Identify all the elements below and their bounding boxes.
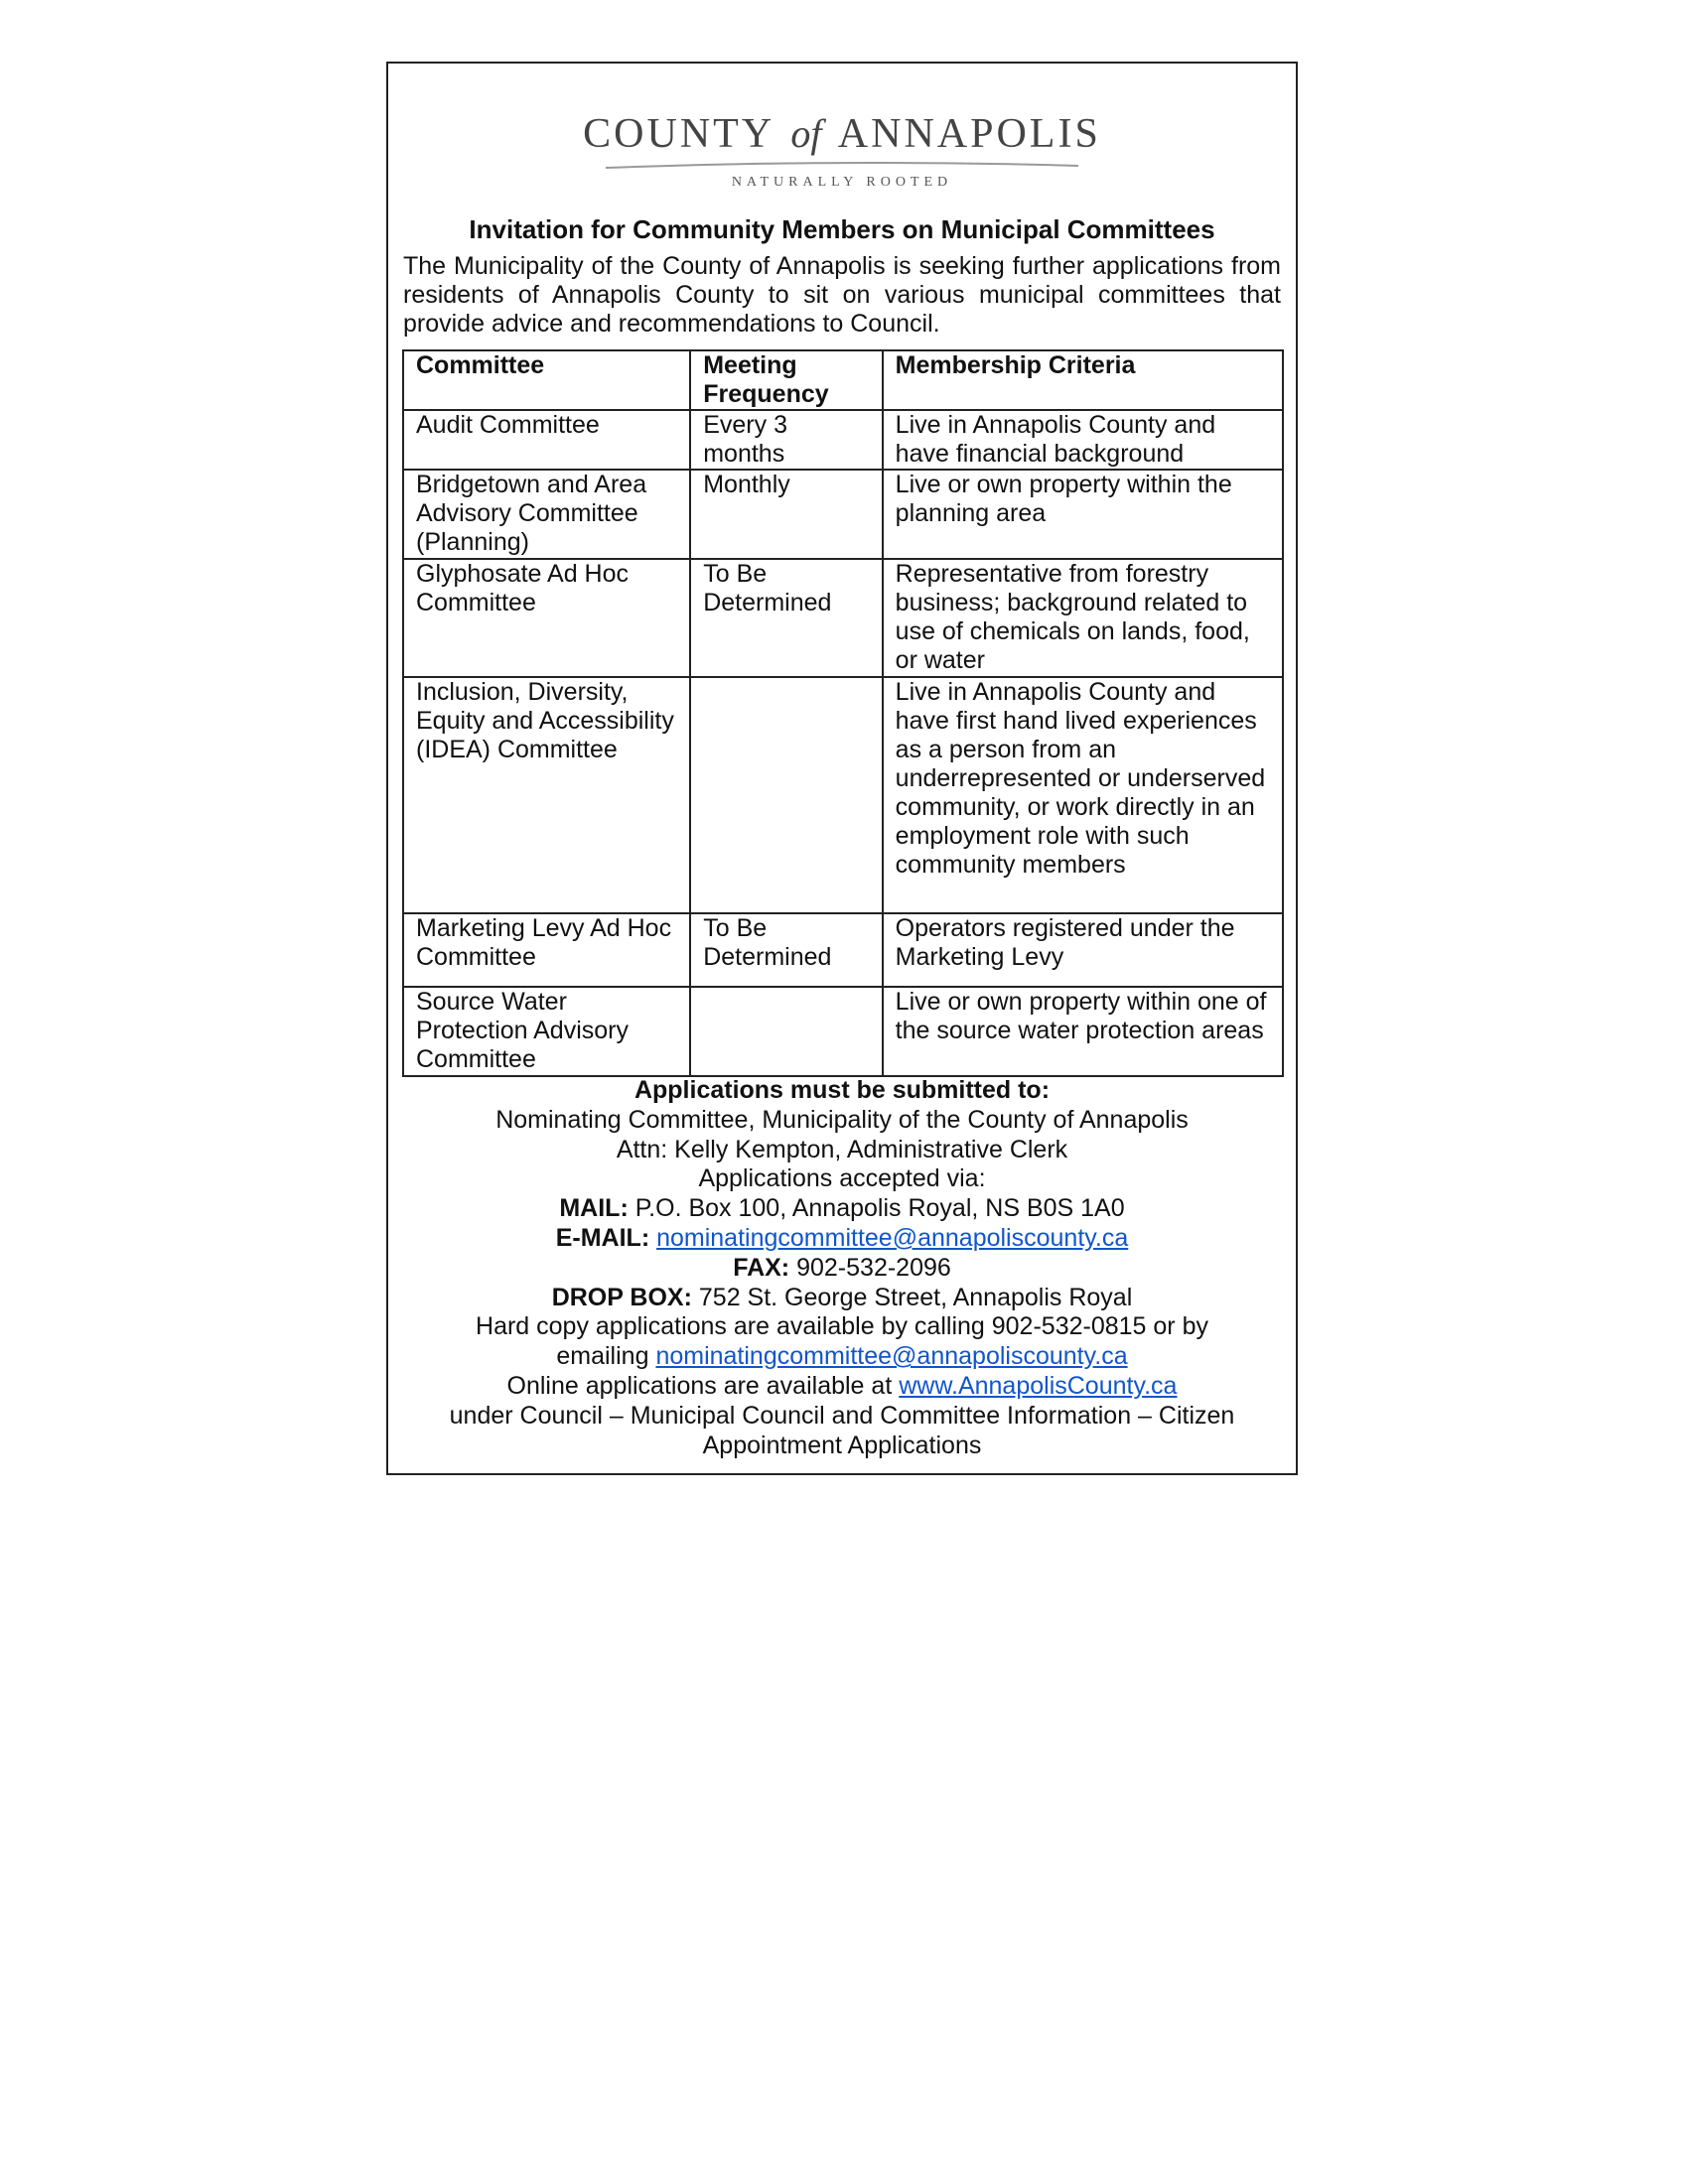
cell-committee: Bridgetown and Area Advisory Committee (Planning): [403, 470, 690, 559]
mail-label: MAIL:: [559, 1194, 629, 1223]
logo-of: of: [790, 111, 822, 156]
logo-annapolis: ANNAPOLIS: [837, 111, 1101, 157]
cell-committee: Inclusion, Diversity, Equity and Accessibility (IDEA) Committee: [403, 677, 690, 913]
cell-criteria: Operators registered under the Marketing Levy: [883, 913, 1283, 987]
logo-tagline: NATURALLY ROOTED: [731, 175, 953, 190]
cell-criteria: Representative from forestry business; background related to use of chemicals on lands, food, or water: [883, 559, 1283, 677]
table-row: [403, 410, 1283, 470]
fax-line: [388, 1254, 1296, 1284]
header-committee: Committee: [403, 350, 690, 410]
page-title: Invitation for Community Members on Municipal Committees: [469, 214, 1215, 244]
online-path-line: under Council – Municipal Council and Committee Information – Citizen Appointment Applications: [449, 1401, 1235, 1459]
cell-frequency: To Be Determined: [690, 913, 882, 987]
mail-value: P.O. Box 100, Annapolis Royal, NS B0S 1A0: [634, 1194, 1125, 1223]
cell-criteria: Live in Annapolis County and have first hand lived experiences as a person from an underrepresented or underserved community, or work directly in an employment role with such community members: [883, 677, 1283, 913]
intro-paragraph: The Municipality of the County of Annapolis is seeking further applications from residents of Annapolis County to sit on various municipal committees that provide advice and recommendations to Council.: [403, 252, 1281, 338]
table-row: [403, 987, 1283, 1076]
committee-table: [402, 349, 1284, 1077]
accepted-via-line: Applications accepted via:: [698, 1164, 986, 1193]
table-row: [403, 559, 1283, 677]
cell-frequency: Every 3 months: [690, 410, 882, 470]
application-instructions: [388, 1076, 1296, 1460]
online-prefix: Online applications are available at: [506, 1371, 893, 1400]
table-row: [403, 470, 1283, 559]
advertisement-box: [386, 62, 1298, 1475]
email-line: [388, 1224, 1296, 1254]
cell-criteria: Live or own property within the planning area: [883, 470, 1283, 559]
hardcopy-prefix: emailing: [556, 1342, 649, 1371]
email-link[interactable]: nominatingcommittee@annapoliscounty.ca: [656, 1223, 1129, 1252]
table-row: [403, 913, 1283, 987]
cell-frequency: To Be Determined: [690, 559, 882, 677]
hardcopy-email-link[interactable]: nominatingcommittee@annapoliscounty.ca: [655, 1342, 1128, 1371]
county-logo: [388, 113, 1296, 191]
hardcopy-line-1: Hard copy applications are available by calling 902-532-0815 or by: [476, 1312, 1208, 1341]
logo-county: COUNTY: [583, 111, 775, 157]
fax-label: FAX:: [733, 1253, 790, 1282]
online-line: [388, 1372, 1296, 1402]
email-label: E-MAIL:: [555, 1223, 650, 1252]
logo-wordmark: [388, 113, 1296, 155]
website-link[interactable]: www.AnnapolisCounty.ca: [899, 1371, 1178, 1400]
table-header-row: [403, 350, 1283, 410]
cell-frequency: Monthly: [690, 470, 882, 559]
logo-swoosh-icon: [604, 161, 1080, 171]
recipient-line: Nominating Committee, Municipality of the County of Annapolis: [495, 1105, 1189, 1134]
dropbox-line: [388, 1284, 1296, 1313]
header-meeting-frequency: Meeting Frequency: [690, 350, 882, 410]
hardcopy-line-2: [388, 1342, 1296, 1372]
submit-heading: Applications must be submitted to:: [633, 1076, 1051, 1104]
header-membership-criteria: Membership Criteria: [883, 350, 1283, 410]
cell-criteria: Live or own property within one of the source water protection areas: [883, 987, 1283, 1076]
cell-committee: Glyphosate Ad Hoc Committee: [403, 559, 690, 677]
dropbox-value: 752 St. George Street, Annapolis Royal: [698, 1283, 1133, 1311]
fax-value: 902-532-2096: [796, 1253, 951, 1282]
table-row: [403, 677, 1283, 913]
dropbox-label: DROP BOX:: [551, 1283, 692, 1311]
attn-line: Attn: Kelly Kempton, Administrative Clerk: [616, 1135, 1068, 1163]
cell-criteria: Live in Annapolis County and have financial background: [883, 410, 1283, 470]
cell-frequency: [690, 987, 882, 1076]
cell-committee: Source Water Protection Advisory Committee: [403, 987, 690, 1076]
cell-frequency: [690, 677, 882, 913]
cell-committee: Audit Committee: [403, 410, 690, 470]
mail-line: [388, 1194, 1296, 1224]
cell-committee: Marketing Levy Ad Hoc Committee: [403, 913, 690, 987]
